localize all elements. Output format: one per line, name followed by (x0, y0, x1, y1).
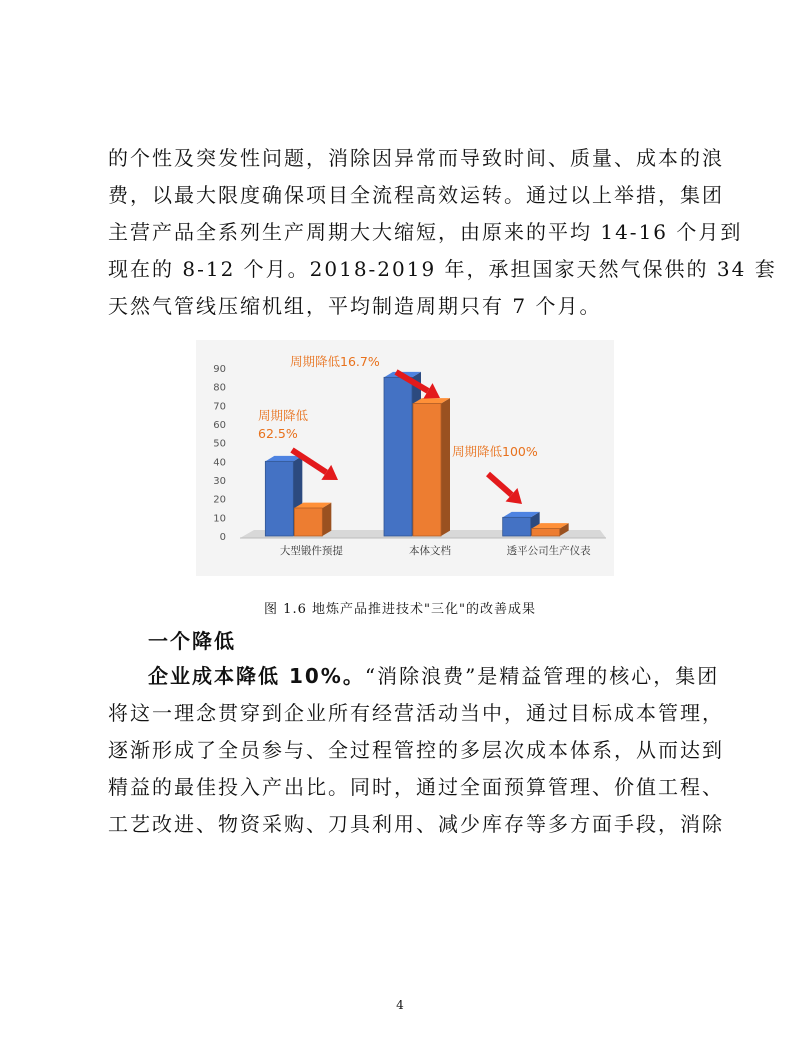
bar-side (322, 503, 331, 536)
bold-lead: 企业成本降低 10%。 (148, 664, 365, 688)
bar (503, 517, 531, 536)
paragraph-line: 精益的最佳投入产出比。同时，通过全面预算管理、价值工程、 (108, 775, 724, 799)
bar-side (441, 398, 450, 536)
page-number: 4 (396, 998, 404, 1012)
bar (532, 529, 560, 536)
paragraph-2 (108, 658, 724, 843)
y-tick-label: 70 (213, 401, 226, 413)
bar (294, 508, 322, 536)
bar-chart-svg (196, 340, 614, 576)
paragraph-line: 工艺改进、物资采购、刀具利用、减少库存等多方面手段，消除 (108, 812, 724, 836)
y-tick-label: 20 (213, 494, 226, 506)
paragraph-line: 主营产品全系列生产周期大大缩短，由原来的平均 14-16 个月到 (108, 220, 743, 244)
paragraph-line: 费，以最大限度确保项目全流程高效运转。通过以上举措，集团 (108, 183, 724, 207)
paragraph-line (108, 658, 720, 695)
paragraph-line: 将这一理念贯穿到企业所有经营活动当中，通过目标成本管理， (108, 701, 724, 725)
y-tick-label: 90 (213, 364, 226, 375)
paragraph-1 (108, 140, 777, 325)
annotation-label: 周期降低100% (452, 444, 538, 459)
y-tick-label: 80 (213, 382, 226, 394)
bar (413, 403, 441, 536)
paragraph-line-rest: “消除浪费”是精益管理的核心，集团 (364, 664, 720, 688)
y-tick-label: 50 (213, 438, 226, 450)
y-tick-label: 0 (219, 532, 226, 543)
y-tick-label: 40 (213, 457, 226, 469)
bar (265, 461, 293, 536)
section-heading: 一个降低 (148, 629, 236, 653)
x-tick-label: 透平公司生产仪表 (506, 545, 591, 557)
arrow-shaft (488, 474, 512, 495)
y-tick-label: 30 (213, 476, 226, 487)
bar-chart (196, 340, 614, 576)
x-tick-label: 本体文档 (409, 545, 451, 557)
paragraph-line: 的个性及突发性问题，消除因异常而导致时间、质量、成本的浪 (108, 146, 724, 170)
annotation-label: 周期降低16.7% (290, 354, 380, 369)
y-tick-label: 60 (213, 420, 226, 431)
bar (384, 377, 412, 536)
figure-caption: 图 1.6 地炼产品推进技术"三化"的改善成果 (264, 602, 536, 617)
paragraph-line: 天然气管线压缩机组，平均制造周期只有 7 个月。 (108, 294, 602, 318)
paragraph-line: 现在的 8-12 个月。2018-2019 年，承担国家天然气保供的 34 套 (108, 257, 777, 281)
y-tick-label: 10 (213, 513, 226, 525)
annotation-label: 62.5% (258, 426, 298, 441)
annotation-label: 周期降低 (258, 408, 309, 423)
paragraph-line: 逐渐形成了全员参与、全过程管控的多层次成本体系，从而达到 (108, 738, 724, 762)
x-tick-label: 大型锻件预提 (279, 545, 343, 557)
